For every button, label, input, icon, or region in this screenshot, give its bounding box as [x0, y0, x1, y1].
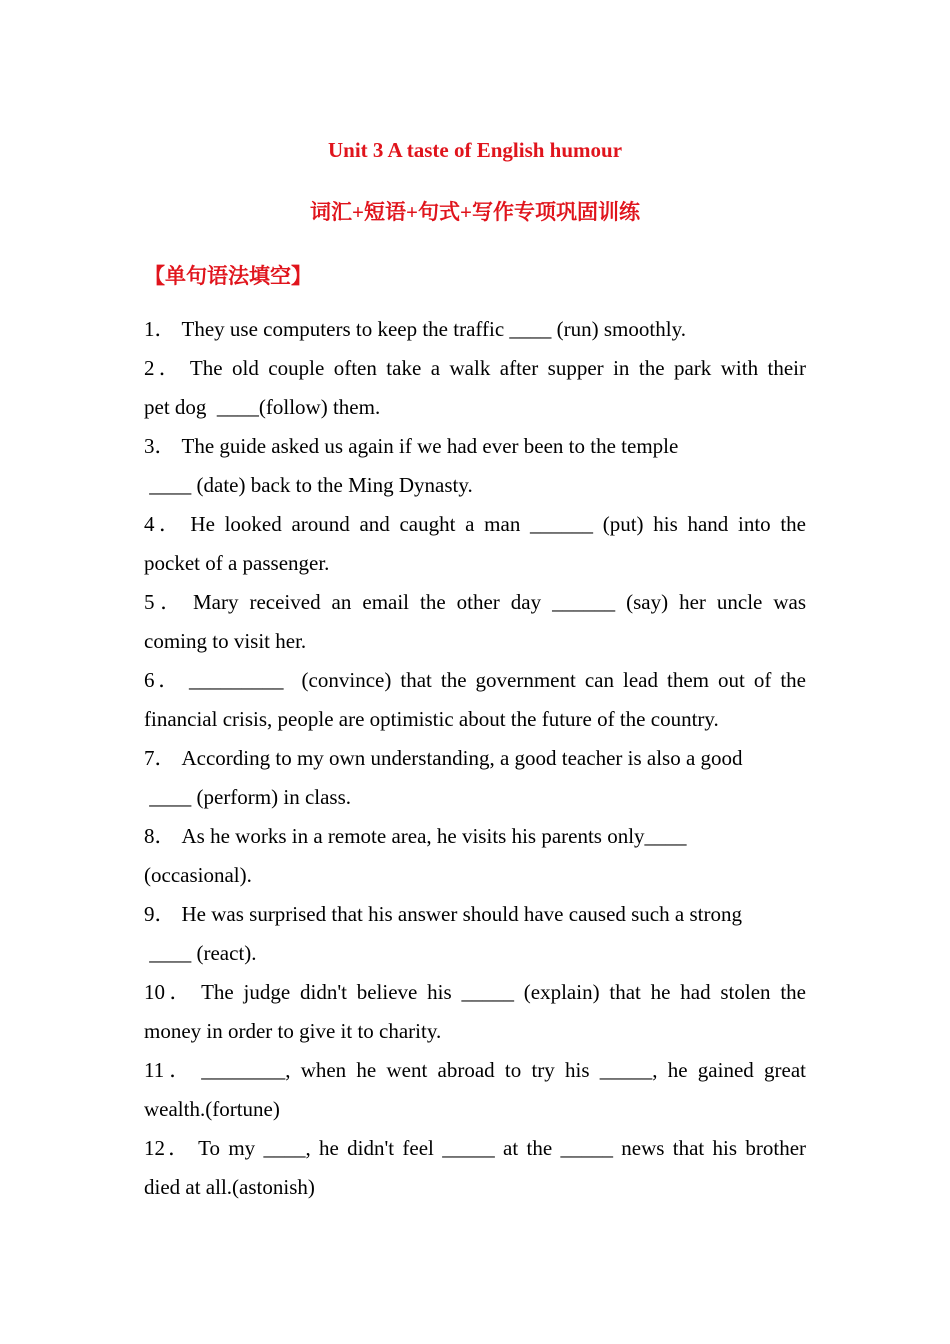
question-item: [144, 895, 806, 973]
question-line: [144, 622, 806, 661]
question-text: (occasional).: [144, 863, 252, 887]
question-line: [144, 1168, 806, 1207]
question-line: [144, 778, 806, 817]
question-number: 8．: [144, 824, 176, 848]
question-text: ________, when he went abroad to try his _____, he gained great: [201, 1058, 806, 1082]
question-text: They use computers to keep the traffic ____ (run) smoothly.: [181, 317, 686, 341]
question-line: [144, 310, 806, 349]
question-number: 7．: [144, 746, 176, 770]
question-item: [144, 973, 806, 1051]
question-line: [144, 427, 806, 466]
question-text: The judge didn't believe his _____ (explain) that he had stolen the: [201, 980, 806, 1004]
question-line: [144, 895, 806, 934]
question-number: 4．: [144, 512, 185, 536]
question-number: 12．: [144, 1136, 193, 1160]
question-line: [144, 544, 806, 583]
question-line: [144, 1129, 806, 1168]
question-text: died at all.(astonish): [144, 1175, 315, 1199]
question-text: ____ (react).: [144, 941, 257, 965]
question-text: As he works in a remote area, he visits his parents only____: [181, 824, 687, 848]
question-item: [144, 1129, 806, 1207]
question-text: pet dog ____(follow) them.: [144, 395, 381, 419]
question-line: [144, 1090, 806, 1129]
question-item: [144, 583, 806, 661]
question-number: 3．: [144, 434, 176, 458]
question-text: The guide asked us again if we had ever been to the temple: [181, 434, 679, 458]
question-item: [144, 349, 806, 427]
question-line: [144, 1012, 806, 1051]
question-text: ____ (perform) in class.: [144, 785, 352, 809]
question-number: 10．: [144, 980, 196, 1004]
question-line: [144, 1051, 806, 1090]
question-item: [144, 505, 806, 583]
question-text: money in order to give it to charity.: [144, 1019, 442, 1043]
question-number: 6．: [144, 668, 184, 692]
question-text: According to my own understanding, a good teacher is also a good: [181, 746, 743, 770]
question-text: pocket of a passenger.: [144, 551, 330, 575]
question-item: [144, 427, 806, 505]
question-number: 5．: [144, 590, 187, 614]
question-line: [144, 973, 806, 1012]
question-number: 11．: [144, 1058, 196, 1082]
question-number: 1．: [144, 317, 176, 341]
question-line: [144, 388, 806, 427]
document-subtitle: 词汇+短语+句式+写作专项巩固训练: [310, 200, 640, 224]
question-line: [144, 856, 806, 895]
question-line: [144, 934, 806, 973]
question-list: [144, 310, 806, 1207]
question-text: ____ (date) back to the Ming Dynasty.: [144, 473, 473, 497]
question-text: He looked around and caught a man ______ (put) his hand into the: [190, 512, 807, 536]
question-item: [144, 1051, 806, 1129]
question-item: [144, 817, 806, 895]
question-item: [144, 661, 806, 739]
question-text: financial crisis, people are optimistic about the future of the country.: [144, 707, 719, 731]
document-title: Unit 3 A taste of English humour: [327, 138, 623, 162]
question-text: coming to visit her.: [144, 629, 307, 653]
question-text: Mary received an email the other day ______ (say) her uncle was: [192, 590, 806, 614]
question-number: 2．: [144, 356, 184, 380]
question-line: [144, 505, 806, 544]
question-line: [144, 700, 806, 739]
question-text: The old couple often take a walk after supper in the park with their: [189, 356, 807, 380]
question-line: [144, 739, 806, 778]
question-line: [144, 349, 806, 388]
question-item: [144, 739, 806, 817]
question-text: To my ____, he didn't feel _____ at the _____ news that his brother: [198, 1136, 807, 1160]
question-text: _________ (convince) that the government can lead them out of the: [189, 668, 806, 692]
question-text: He was surprised that his answer should have caused such a strong: [181, 902, 742, 926]
question-item: [144, 310, 806, 349]
question-line: [144, 661, 806, 700]
question-line: [144, 466, 806, 505]
question-number: 9．: [144, 902, 176, 926]
question-text: wealth.(fortune): [144, 1097, 280, 1121]
section-heading: 【单句语法填空】: [144, 264, 312, 288]
question-line: [144, 817, 806, 856]
question-line: [144, 583, 806, 622]
